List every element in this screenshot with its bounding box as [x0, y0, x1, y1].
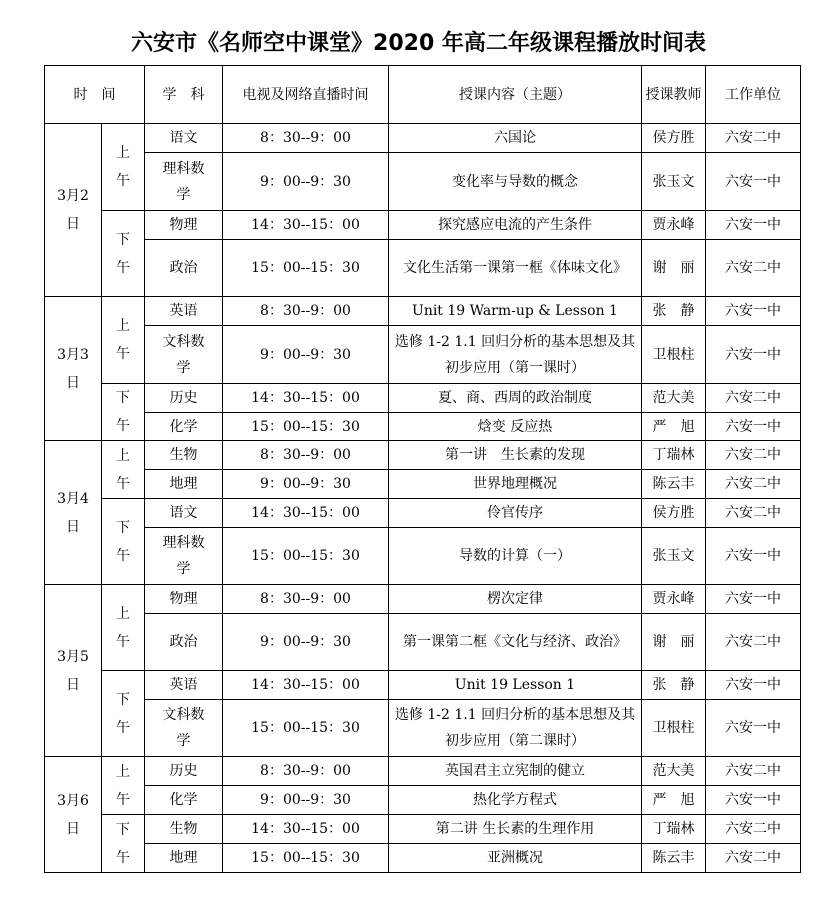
teacher-cell: 侯方胜 [642, 124, 706, 153]
table-row [45, 700, 801, 757]
unit-cell: 六安一中 [706, 326, 801, 384]
period-cell: 上午 [102, 297, 145, 384]
header-unit: 工作单位 [706, 66, 801, 124]
subject-cell: 英语 [145, 297, 223, 326]
unit-cell: 六安一中 [706, 585, 801, 614]
page-title: 六安市《名师空中课堂》2020 年高二年级课程播放时间表 [131, 31, 706, 56]
table-row [45, 499, 801, 528]
header-broadcast-time: 电视及网络直播时间 [223, 66, 389, 124]
period-cell: 上午 [102, 124, 145, 211]
date-cell: 3月4日 [45, 441, 102, 585]
unit-cell: 六安二中 [706, 757, 801, 786]
unit-cell: 六安一中 [706, 297, 801, 326]
table-row [45, 240, 801, 297]
broadcast-time-cell: 8：30--9：00 [223, 585, 389, 614]
subject-cell: 地理 [145, 470, 223, 499]
content-cell: 导数的计算（一） [389, 528, 642, 585]
content-cell: 英国君主立宪制的健立 [389, 757, 642, 786]
broadcast-time-cell: 9：00--9：30 [223, 614, 389, 671]
subject-cell: 英语 [145, 671, 223, 700]
table-row [45, 815, 801, 844]
subject-cell: 历史 [145, 757, 223, 786]
subject-cell: 生物 [145, 815, 223, 844]
table-row [45, 441, 801, 470]
unit-cell: 六安一中 [706, 211, 801, 240]
header-row [45, 66, 801, 124]
broadcast-time-cell: 14：30--15：00 [223, 384, 389, 413]
teacher-cell: 谢 丽 [642, 240, 706, 297]
broadcast-time-cell: 8：30--9：00 [223, 757, 389, 786]
unit-cell: 六安二中 [706, 844, 801, 873]
unit-cell: 六安一中 [706, 528, 801, 585]
table-row [45, 470, 801, 499]
broadcast-time-cell: 8：30--9：00 [223, 441, 389, 470]
broadcast-time-cell: 9：00--9：30 [223, 153, 389, 211]
unit-cell: 六安二中 [706, 470, 801, 499]
table-row [45, 614, 801, 671]
broadcast-time-cell: 8：30--9：00 [223, 297, 389, 326]
teacher-cell: 严 旭 [642, 786, 706, 815]
subject-cell: 化学 [145, 786, 223, 815]
table-row [45, 297, 801, 326]
header-content: 授课内容（主题） [389, 66, 642, 124]
table-row [45, 124, 801, 153]
table-row [45, 844, 801, 873]
table-row [45, 585, 801, 614]
content-cell: 伶官传序 [389, 499, 642, 528]
unit-cell: 六安一中 [706, 671, 801, 700]
content-cell: 楞次定律 [389, 585, 642, 614]
broadcast-time-cell: 15：00--15：30 [223, 528, 389, 585]
date-cell: 3月2日 [45, 124, 102, 297]
teacher-cell: 张玉文 [642, 153, 706, 211]
teacher-cell: 丁瑞林 [642, 441, 706, 470]
broadcast-time-cell: 15：00--15：30 [223, 413, 389, 441]
date-cell: 3月3日 [45, 297, 102, 441]
broadcast-time-cell: 14：30--15：00 [223, 815, 389, 844]
unit-cell: 六安二中 [706, 124, 801, 153]
teacher-cell: 张玉文 [642, 528, 706, 585]
header-subject: 学 科 [145, 66, 223, 124]
subject-cell: 理科数学 [145, 153, 223, 211]
teacher-cell: 卫根柱 [642, 700, 706, 757]
content-cell: 焓变 反应热 [389, 413, 642, 441]
subject-cell: 理科数学 [145, 528, 223, 585]
subject-cell: 物理 [145, 211, 223, 240]
period-cell: 上午 [102, 585, 145, 671]
header-time: 时 间 [45, 66, 145, 124]
teacher-cell: 贾永峰 [642, 585, 706, 614]
broadcast-time-cell: 15：00--15：30 [223, 700, 389, 757]
table-row [45, 757, 801, 786]
broadcast-time-cell: 9：00--9：30 [223, 470, 389, 499]
subject-cell: 语文 [145, 499, 223, 528]
teacher-cell: 贾永峰 [642, 211, 706, 240]
subject-cell: 语文 [145, 124, 223, 153]
period-cell: 下午 [102, 211, 145, 297]
unit-cell: 六安二中 [706, 240, 801, 297]
subject-cell: 地理 [145, 844, 223, 873]
table-row [45, 413, 801, 441]
period-cell: 下午 [102, 499, 145, 585]
broadcast-time-cell: 15：00--15：30 [223, 844, 389, 873]
header-teacher: 授课教师 [642, 66, 706, 124]
content-cell: 选修 1-2 1.1 回归分析的基本思想及其初步应用（第二课时） [389, 700, 642, 757]
content-cell: 热化学方程式 [389, 786, 642, 815]
unit-cell: 六安二中 [706, 499, 801, 528]
content-cell: 夏、商、西周的政治制度 [389, 384, 642, 413]
teacher-cell: 张 静 [642, 297, 706, 326]
subject-cell: 历史 [145, 384, 223, 413]
teacher-cell: 严 旭 [642, 413, 706, 441]
schedule-table [44, 65, 801, 873]
table-row [45, 671, 801, 700]
period-cell: 下午 [102, 671, 145, 757]
content-cell: 第一讲 生长素的发现 [389, 441, 642, 470]
teacher-cell: 范大美 [642, 384, 706, 413]
broadcast-time-cell: 14：30--15：00 [223, 499, 389, 528]
content-cell: 文化生活第一课第一框《体味文化》 [389, 240, 642, 297]
period-cell: 下午 [102, 384, 145, 441]
table-row [45, 786, 801, 815]
content-cell: 探究感应电流的产生条件 [389, 211, 642, 240]
table-row [45, 384, 801, 413]
subject-cell: 政治 [145, 240, 223, 297]
teacher-cell: 范大美 [642, 757, 706, 786]
teacher-cell: 谢 丽 [642, 614, 706, 671]
unit-cell: 六安一中 [706, 700, 801, 757]
schedule-body [45, 124, 801, 873]
unit-cell: 六安二中 [706, 614, 801, 671]
teacher-cell: 侯方胜 [642, 499, 706, 528]
subject-cell: 文科数学 [145, 326, 223, 384]
broadcast-time-cell: 14：30--15：00 [223, 671, 389, 700]
broadcast-time-cell: 15：00--15：30 [223, 240, 389, 297]
period-cell: 上午 [102, 441, 145, 499]
content-cell: 世界地理概况 [389, 470, 642, 499]
period-cell: 下午 [102, 815, 145, 873]
table-row [45, 211, 801, 240]
subject-cell: 物理 [145, 585, 223, 614]
content-cell: 第二讲 生长素的生理作用 [389, 815, 642, 844]
teacher-cell: 张 静 [642, 671, 706, 700]
subject-cell: 文科数学 [145, 700, 223, 757]
unit-cell: 六安一中 [706, 786, 801, 815]
content-cell: Unit 19 Lesson 1 [389, 671, 642, 700]
content-cell: 六国论 [389, 124, 642, 153]
broadcast-time-cell: 14：30--15：00 [223, 211, 389, 240]
table-row [45, 153, 801, 211]
content-cell: 亚洲概况 [389, 844, 642, 873]
subject-cell: 政治 [145, 614, 223, 671]
subject-cell: 化学 [145, 413, 223, 441]
unit-cell: 六安一中 [706, 413, 801, 441]
unit-cell: 六安二中 [706, 815, 801, 844]
content-cell: 选修 1-2 1.1 回归分析的基本思想及其初步应用（第一课时） [389, 326, 642, 384]
unit-cell: 六安一中 [706, 153, 801, 211]
date-cell: 3月5日 [45, 585, 102, 757]
subject-cell: 生物 [145, 441, 223, 470]
broadcast-time-cell: 8：30--9：00 [223, 124, 389, 153]
date-cell: 3月6日 [45, 757, 102, 873]
teacher-cell: 卫根柱 [642, 326, 706, 384]
content-cell: 第一课第二框《文化与经济、政治》 [389, 614, 642, 671]
unit-cell: 六安二中 [706, 441, 801, 470]
table-row [45, 326, 801, 384]
table-row [45, 528, 801, 585]
content-cell: 变化率与导数的概念 [389, 153, 642, 211]
period-cell: 上午 [102, 757, 145, 815]
teacher-cell: 陈云丰 [642, 844, 706, 873]
unit-cell: 六安二中 [706, 384, 801, 413]
broadcast-time-cell: 9：00--9：30 [223, 786, 389, 815]
content-cell: Unit 19 Warm-up & Lesson 1 [389, 297, 642, 326]
broadcast-time-cell: 9：00--9：30 [223, 326, 389, 384]
teacher-cell: 丁瑞林 [642, 815, 706, 844]
teacher-cell: 陈云丰 [642, 470, 706, 499]
